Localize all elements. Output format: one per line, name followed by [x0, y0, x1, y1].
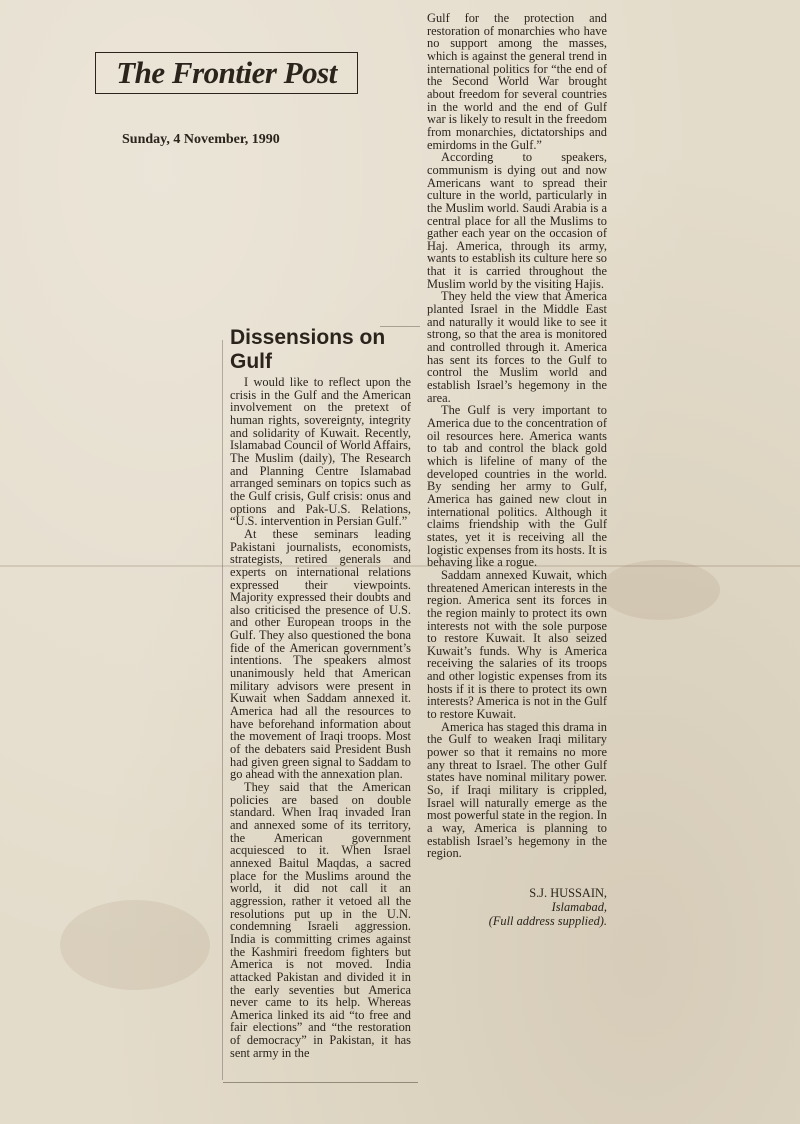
paragraph: They said that the American policies are based on double standard. When Iraq invaded Iran and annexed some of its territory, the American government acquiesced to it. When Israel annexed Baitul Maqdas, a sacred place for the Muslims around the world, it did not call it an aggression, rather it vetoed all the resolutions put up in the U.N. condemning Israeli aggression. India is committing crimes against the Kashmiri freedom fighters but America is not moved. India attacked Pakistan and divided it in the early seventies but America never came to its help. Whereas America linked its aid “to free and fair elections” and “the restoration of democracy” in Pakistan, it has sent army in the — [230, 780, 411, 1060]
author-name: S.J. HUSSAIN, — [529, 886, 607, 900]
paragraph: The Gulf is very important to America due to the concentration of oil resources here. America wants to tab and control the black gold which is lifeline of many of the developed countries in the world. By sending her army to Gulf, America has gained new clout in international politics. Although it claims friendship with the Gulf states, yet it is receiving all the logistic expenses from its hosts. It is behaving like a rogue. — [427, 403, 607, 570]
bottom-rule — [223, 1082, 418, 1083]
paragraph: America has staged this drama in the Gulf to weaken Iraqi military power so that it remains no more any threat to Israel. The other Gulf states have nominal military power. So, if Iraqi military is crippled, Israel will naturally emerge as the most powerful state in the region. In a way, America is planning to establish Israel’s hegemony in the region. — [427, 719, 607, 861]
article-column-left — [230, 376, 411, 1059]
article-headline: Dissensions on Gulf — [230, 326, 386, 373]
paragraph: Saddam annexed Kuwait, which threatened American interests in the region. America sent its forces in the region mainly to protect its own interests not with the sole purpose to restore Kuwait. It also seized Kuwait’s funds. Why is America receiving the salaries of its troops and other logistic expenses from its hosts if it is there to protect its own interests? America is not in the Gulf to restore Kuwait. — [427, 567, 607, 722]
author-note: (Full address supplied). — [488, 914, 607, 928]
paper-stain — [600, 560, 720, 620]
paper-stain — [60, 900, 210, 990]
newspaper-masthead: The Frontier Post — [95, 52, 358, 94]
author-signature — [427, 886, 607, 928]
article-column-right — [427, 12, 607, 860]
paragraph: At these seminars leading Pakistani journalists, economists, strategists, retired generals and experts on international relations expressed their viewpoints. Majority expressed their doubts and also criticised the presence of U.S. and other European troops in the Gulf. They also questioned the bona fide of the American government’s intentions. The speakers almost unanimously held that American military advisors were present in Kuwait when Saddam annexed it. America had all the resources to have beforehand information about the movement of Iraqi troops. Most of the debaters said President Bush had given green signal to Saddam to go ahead with the annexation plan. — [230, 526, 411, 782]
paragraph: Gulf for the protection and restoration of monarchies who have no support among the masses, which is against the general trend in international politics for “the end of the Second World War brought about freedom for several countries in the world and the end of Gulf war is likely to result in the freedom from monarchies, dictatorships and emirdoms in the Gulf.” — [427, 11, 607, 152]
paragraph: They held the view that America planted Israel in the Middle East and naturally it would like to see it strong, so that the area is monitored and controlled through it. America has sent its forces to the Gulf to control the Muslim world and establish Israel’s hegemony in the area. — [427, 289, 607, 405]
publication-date: Sunday, 4 November, 1990 — [122, 132, 280, 147]
paragraph: I would like to reflect upon the crisis in the Gulf and the American involvement on the pretext of human rights, sovereignty, integrity and solidarity of Kuwait. Recently, Islamabad Council of World Affairs, The Muslim (daily), The Research and Planning Centre Islamabad arranged seminars on topics such as the Gulf crisis, Gulf crisis: onus and options and Pak-U.S. Relations, “U.S. intervention in Persian Gulf.” — [230, 375, 411, 529]
author-place: Islamabad, — [551, 900, 607, 914]
column-divider — [222, 340, 223, 1080]
paragraph: According to speakers, communism is dying out and now Americans want to spread their culture in the world, particularly in the Muslim world. Saudi Arabia is a central place for all the Muslims to gather each year on the occasion of Haj. America, through its army, wants to establish its culture here so that it is carried throughout the Muslim world by the visiting Hajis. — [427, 150, 607, 291]
